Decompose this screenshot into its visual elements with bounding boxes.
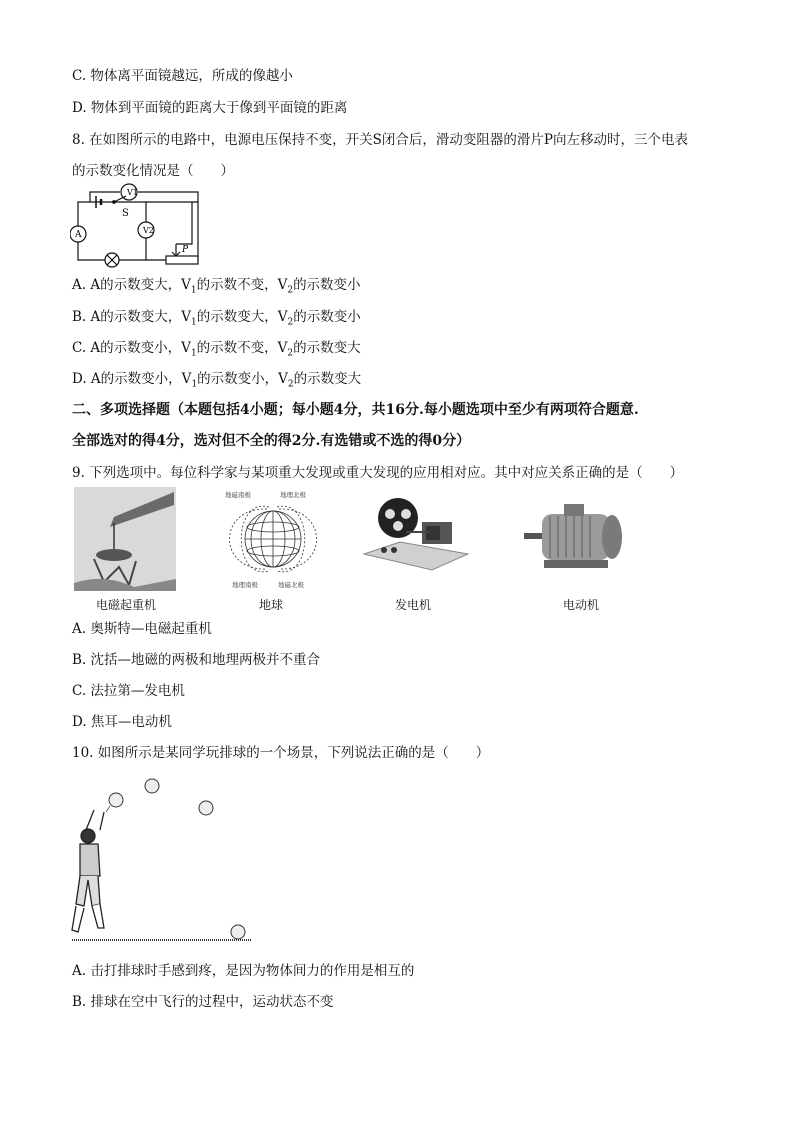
section2-heading-line1: 二、多项选择题（本题包括4小题；每小题4分，共16分.每小题选项中至少有两项符合题意. (72, 402, 639, 418)
q7-option-d: D. 物体到平面镜的距离大于像到平面镜的距离 (72, 100, 348, 116)
q8-option-a: A. A的示数变大，$V_1$的示数不变，$V_2$的示数变小 (72, 277, 361, 296)
q8-circuit-diagram (70, 182, 210, 272)
q8-option-c: C. A的示数变小，$V_1$的示数不变，$V_2$的示数变大 (72, 340, 361, 359)
q8-stem-line1: 8. 在如图所示的电路中，电源电压保持不变，开关S闭合后，滑动变阻器的滑片P向左移动时，三个电表 (72, 132, 689, 148)
q10-option-b: B. 排球在空中飞行的过程中，运动状态不变 (72, 994, 334, 1010)
ammeter-label: A (75, 230, 82, 240)
q9-option-b: B. 沈括—地磁的两极和地理两极并不重合 (72, 652, 321, 668)
q9-option-a: A. 奥斯特—电磁起重机 (72, 621, 212, 637)
caption-motor: 电动机 (562, 598, 599, 612)
earth-label-bottom-left: 地理南极 (232, 581, 258, 589)
slider-label: P (182, 245, 189, 255)
q9-option-c: C. 法拉第—发电机 (72, 683, 185, 699)
electromagnetic-crane-image (74, 487, 176, 591)
v1-label: V1 (127, 188, 138, 197)
q9-stem: 9. 下列选项中。每位科学家与某项重大发现或重大发现的应用相对应。其中对应关系正确的是（ ） (72, 465, 684, 481)
caption-earth: 地球 (258, 598, 283, 612)
section2-heading-line2: 全部选对的得4分，选对但不全的得2分.有选错或不选的得0分） (72, 433, 471, 449)
q8-stem-line2: 的示数变化情况是（ ） (72, 163, 234, 179)
switch-label: S (122, 208, 129, 219)
electric-motor-image (520, 500, 630, 580)
caption-crane: 电磁起重机 (95, 598, 156, 612)
q9-option-d: D. 焦耳—电动机 (72, 714, 172, 730)
q10-option-a: A. 击打排球时手感到疼，是因为物体间力的作用是相互的 (72, 963, 415, 979)
generator-image (360, 492, 472, 574)
earth-label-top-right: 地理北极 (280, 491, 306, 499)
volleyball-scene-image (66, 772, 266, 947)
earth-label-bottom-right: 地磁北极 (278, 581, 304, 589)
q8-option-d: D. A的示数变小，$V_1$的示数变小，$V_2$的示数变大 (72, 371, 362, 390)
q10-stem: 10. 如图所示是某同学玩排球的一个场景，下列说法正确的是（ ） (72, 745, 490, 761)
q7-option-c: C. 物体离平面镜越远，所成的像越小 (72, 68, 293, 84)
earth-label-top-left: 地磁南极 (225, 491, 251, 499)
earth-magnetic-field-image (222, 487, 324, 591)
v2-label: V2 (143, 226, 154, 235)
q8-option-b: B. A的示数变大，$V_1$的示数变大，$V_2$的示数变小 (72, 309, 361, 328)
caption-generator: 发电机 (394, 598, 431, 612)
